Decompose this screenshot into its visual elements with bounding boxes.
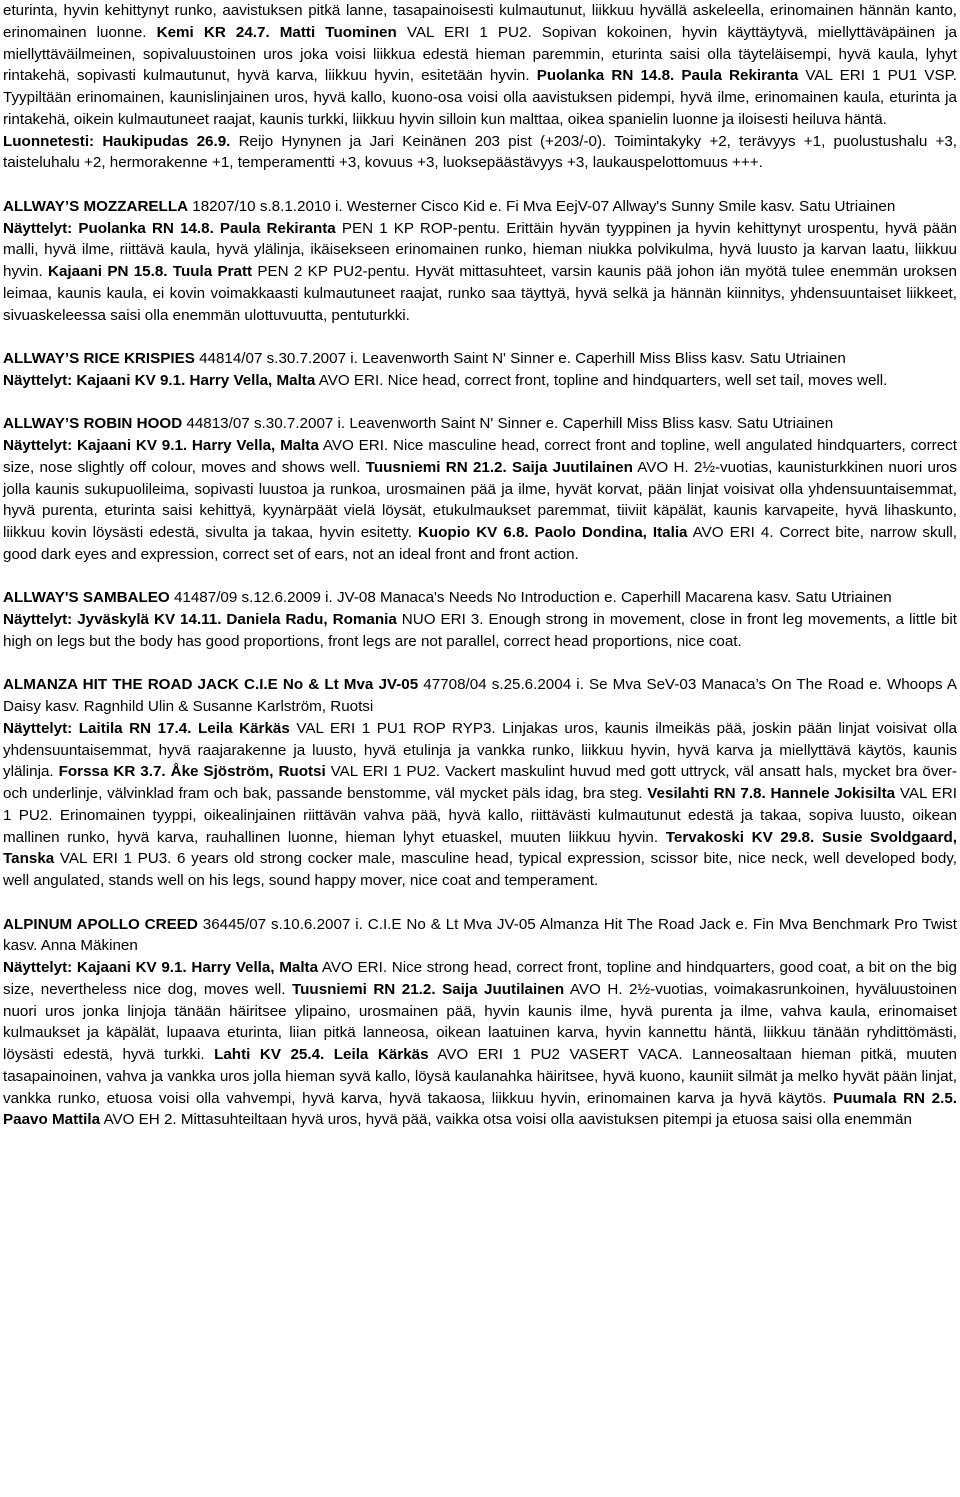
bold-text-run: ALMANZA HIT THE ROAD JACK C.I.E No & Lt Mva JV-05: [3, 676, 419, 694]
document-page: [3, 0, 957, 1131]
paragraph: [3, 348, 957, 370]
text-run: AVO ERI. Nice masculine head, correct front and topline, well angulated hindquarters, correct size, nose slightly off colour, moves and shows well.: [3, 437, 957, 476]
paragraph: [3, 0, 957, 131]
blank-line: [3, 892, 957, 914]
paragraph: [3, 435, 957, 566]
text-run: VAL ERI 1 PU2. Vackert maskulint huvud med gott uttryck, väl ansatt hals, mycket bra över- och underlinje, välvinklad fram och bak, passande benstomme, väl mycket päls idag, bra steg.: [3, 763, 957, 802]
paragraph: [3, 957, 957, 1131]
text-run: NUO ERI 3. Enough strong in movement, close in front leg movements, a little bit high on legs but the body has good proportions, front legs are not parallel, correct head proportions, nice coat.: [3, 611, 957, 650]
paragraph: [3, 131, 957, 175]
text-run: 47708/04 s.25.6.2004 i. Se Mva SeV-03 Manaca’s On The Road e. Whoops A Daisy kasv. Ragnhild Ulin & Susanne Karlström, Ruotsi: [3, 676, 958, 715]
text-run: AVO ERI 1 PU2 VASERT VACA. Lanneosaltaan hieman pitkä, muuten tasapainoinen, vahva ja vankka uros jolla hieman syvä kallo, löysä kaulanahka häiritsee, hyvä kuono, kauniit silmät ja melko hyvät pään linjat, vankka runko, etuosa voisi olla vahvempi, hyvä karva, hyvä takaosa, liikkuu hyvin, erinomainen karva ja hyvä käytös.: [3, 1046, 957, 1107]
text-run: VAL ERI 1 PU2. Sopivan kokoinen, hyvin käyttäytyvä, miellyttäväpäinen ja miellyttäväilmeinen, sopivaluustoinen uros joka voisi liikkua edestä hieman paremmin, eturinta saisi olla täyteläisempi, hyvä kaula, lyhyt rintakehä, sopivasti kulmautunut, hyvä karva, liikkuu hyvin, esitetään hyvin.: [3, 23, 958, 85]
text-run: VAL ERI 1 PU3. 6 years old strong cocker male, masculine head, typical expression, scissor bite, nice neck, well developed body, well angulated, stands well on his legs, sound happy mover, nice coat and temperament.: [3, 850, 957, 889]
blank-line: [3, 566, 957, 588]
text-run: AVO ERI. Nice strong head, correct front, topline and hindquarters, good coat, a bit on the big size, nevertheless nice dog, moves well.: [3, 959, 958, 998]
blank-line: [3, 326, 957, 348]
bold-text-run: Vesilahti RN 7.8. Hannele Jokisilta: [647, 785, 896, 802]
blank-line: [3, 653, 957, 675]
text-run: PEN 2 KP PU2-pentu. Hyvät mittasuhteet, varsin kaunis pää johon iän myötä tulee enemmän uroksen leimaa, kaunis kaula, ei kovin voimakkaasti kulmautuneet raajat, runko saa täyttyä, hyvä selkä ja hännän kiinnitys, yhdensuuntaiset liikkeet, sivuaskeleessa saisi olla enemmän ulottuvuutta, pentuturkki.: [3, 263, 957, 324]
paragraph: [3, 914, 957, 958]
bold-text-run: Tuusniemi RN 21.2. Saija Juutilainen: [291, 980, 565, 998]
blank-line: [3, 174, 957, 196]
bold-text-run: Näyttelyt: Kajaani KV 9.1. Harry Vella, Malta: [3, 371, 316, 389]
text-run: VAL ERI 1 PU1 ROP RYP3. Linjakas uros, kaunis ilmeikäs pää, joskin pään linjat voisivat olla yhdensuuntaisemmat, hyvä raajarakenne ja luusto, hyvä etulinja ja vankka runko, liikkuu hyvin, hyvä karva ja miellyttävä käytös, kaunis ylälinja.: [3, 719, 957, 781]
text-run: VAL ERI 1 PU2. Erinomainen tyyppi, oikealinjainen riittävän vahva pää, hyvä kallo, riittävästi kulmautunut edestä ja takaa, sopiva luusto, oikean mallinen runko, hyvä karva, rauhallinen luonne, hieman lyhyt etuaskel, muuten liikkuu hyvin.: [3, 785, 957, 846]
bold-text-run: Tervakoski KV 29.8. Susie Svoldgaard, Tanska: [3, 828, 957, 868]
bold-text-run: ALLWAY’S MOZZARELLA: [3, 197, 189, 215]
bold-text-run: Kajaani PN 15.8. Tuula Pratt: [47, 263, 253, 280]
text-run: VAL ERI 1 PU1 VSP. Tyypiltään erinomainen, kaunislinjainen uros, hyvä kallo, kuono-osa voisi olla aavistuksen pidempi, hyvä ilme, erinomainen kaula, eturinta ja rintakehä, oikein kulmautuneet raajat, kaunis turkki, liikkuu hyvin silloin kun malttaa, oikea spanielin luonne ja iloisesti heiluva häntä.: [3, 67, 957, 128]
paragraph: [3, 609, 957, 653]
text-run: 18207/10 s.8.1.2010 i. Westerner Cisco Kid e. Fi Mva EejV-07 Allway's Sunny Smile kasv. Satu Utriainen: [188, 197, 896, 215]
bold-text-run: Kemi KR 24.7. Matti Tuominen: [156, 23, 397, 41]
bold-text-run: Lahti KV 25.4. Leila Kärkäs: [214, 1046, 429, 1063]
bold-text-run: Tuusniemi RN 21.2. Saija Juutilainen: [365, 458, 633, 476]
bold-text-run: ALLWAY’S ROBIN HOOD: [3, 415, 183, 433]
blank-line: [3, 392, 957, 414]
bold-text-run: Näyttelyt: Jyväskylä KV 14.11. Daniela Radu, Romania: [3, 611, 397, 628]
text-run: 41487/09 s.12.6.2009 i. JV-08 Manaca's Needs No Introduction e. Caperhill Macarena kasv. Satu Utriainen: [169, 589, 892, 607]
text-run: eturinta, hyvin kehittynyt runko, aavistuksen pitkä lanne, tasapainoisesti kulmautunut, liikkuu hyvällä askeleella, erinomainen hännän kanto, erinomainen luonne.: [3, 2, 957, 41]
paragraph: [3, 370, 957, 392]
bold-text-run: Kuopio KV 6.8. Paolo Dondina, Italia: [417, 524, 688, 541]
paragraph: [3, 718, 957, 892]
text-run: 36445/07 s.10.6.2007 i. C.I.E No & Lt Mva JV-05 Almanza Hit The Road Jack e. Fin Mva Benchmark Pro Twist kasv. Anna Mäkinen: [3, 915, 958, 955]
text-run: Reijo Hynynen ja Jari Keinänen 203 pist (+203/-0). Toimintakyky +2, terävyys +1, puolustushalu +3, taisteluhalu +2, hermorakenne +1, temperamentti +3, kovuus +3, luoksepäästävyys +3, laukauspelottomuus +++.: [3, 132, 958, 172]
bold-text-run: Puolanka RN 14.8. Paula Rekiranta: [536, 67, 799, 85]
paragraph: [3, 587, 957, 609]
bold-text-run: Puumala RN 2.5. Paavo Mattila: [3, 1089, 958, 1129]
paragraph: [3, 674, 957, 718]
text-run: AVO H. 2½-vuotias, kaunisturkkinen nuori uros jolla kaunis sukupuolileima, sopivasti luustoa ja runkoa, urosmainen pää ja ilme, hyvät korvat, pään linjat voisivat olla yhdensuuntaisemmat, hyvä purenta, eturinta saisi kehittyä, kyynärpäät vielä löysät, etukulmaukset paremmat, tiiviit käpälät, kaunis karvapeite, hyvä lihaskunto, liikkuu kovin löysästi edestä, sivulta ja takaa, hyvin esitetty.: [3, 458, 957, 541]
text-run: AVO H. 2½-vuotias, voimakasrunkoinen, hyväluustoinen nuori uros jonka linjoja tänään häiritsee ylipaino, urosmainen pää, hyvin kaunis ilme, hyvä purenta ja ilme, vahva kaula, erinomaiset kulmaukset ja käpälät, lupaava eturinta, liian pitkä lanneosa, oikean laatuinen karva, hyvin kannettu häntä, liikkuu tänään ryhdittömästi, löysästi edestä, hyvä turkki.: [3, 980, 957, 1063]
text-run: AVO ERI. Nice head, correct front, topline and hindquarters, well set tail, moves well.: [315, 371, 888, 389]
bold-text-run: Näyttelyt: Kajaani KV 9.1. Harry Vella, Malta: [3, 437, 319, 454]
bold-text-run: Näyttelyt: Kajaani KV 9.1. Harry Vella, Malta: [3, 959, 319, 976]
bold-text-run: ALLWAY'S SAMBALEO: [3, 589, 170, 607]
bold-text-run: Näyttelyt: Laitila RN 17.4. Leila Kärkäs: [3, 719, 290, 737]
paragraph: [3, 218, 957, 327]
text-run: 44814/07 s.30.7.2007 i. Leavenworth Saint N' Sinner e. Caperhill Miss Bliss kasv. Satu Utriainen: [194, 350, 846, 367]
text-run: 44813/07 s.30.7.2007 i. Leavenworth Saint N' Sinner e. Caperhill Miss Bliss kasv. Satu Utriainen: [182, 415, 834, 433]
text-run: PEN 1 KP ROP-pentu. Erittäin hyvän tyyppinen ja hyvin kehittynyt urospentu, hyvä pään malli, hyvä ilme, riittävä kaula, hyvä ylälinja, ikäisekseen erinomainen runko, hieman niukka polvikulma, hyvä luusto ja karvan laatu, liikkuu hyvin.: [3, 219, 957, 280]
text-run: AVO EH 2. Mittasuhteiltaan hyvä uros, hyvä pää, vaikka otsa voisi olla aavistuksen pitempi ja etuosa saisi olla enemmän: [100, 1111, 912, 1129]
bold-text-run: Luonnetesti: Haukipudas 26.9.: [3, 132, 231, 150]
bold-text-run: ALPINUM APOLLO CREED: [3, 915, 198, 933]
paragraph: [3, 413, 957, 435]
text-run: AVO ERI 4. Correct bite, narrow skull, good dark eyes and expression, correct set of ears, not an ideal front and front action.: [3, 524, 957, 563]
bold-text-run: ALLWAY’S RICE KRISPIES: [3, 350, 195, 367]
bold-text-run: Näyttelyt: Puolanka RN 14.8. Paula Rekiranta: [3, 219, 336, 237]
bold-text-run: Forssa KR 3.7. Åke Sjöström, Ruotsi: [58, 763, 326, 781]
paragraph: [3, 196, 957, 218]
